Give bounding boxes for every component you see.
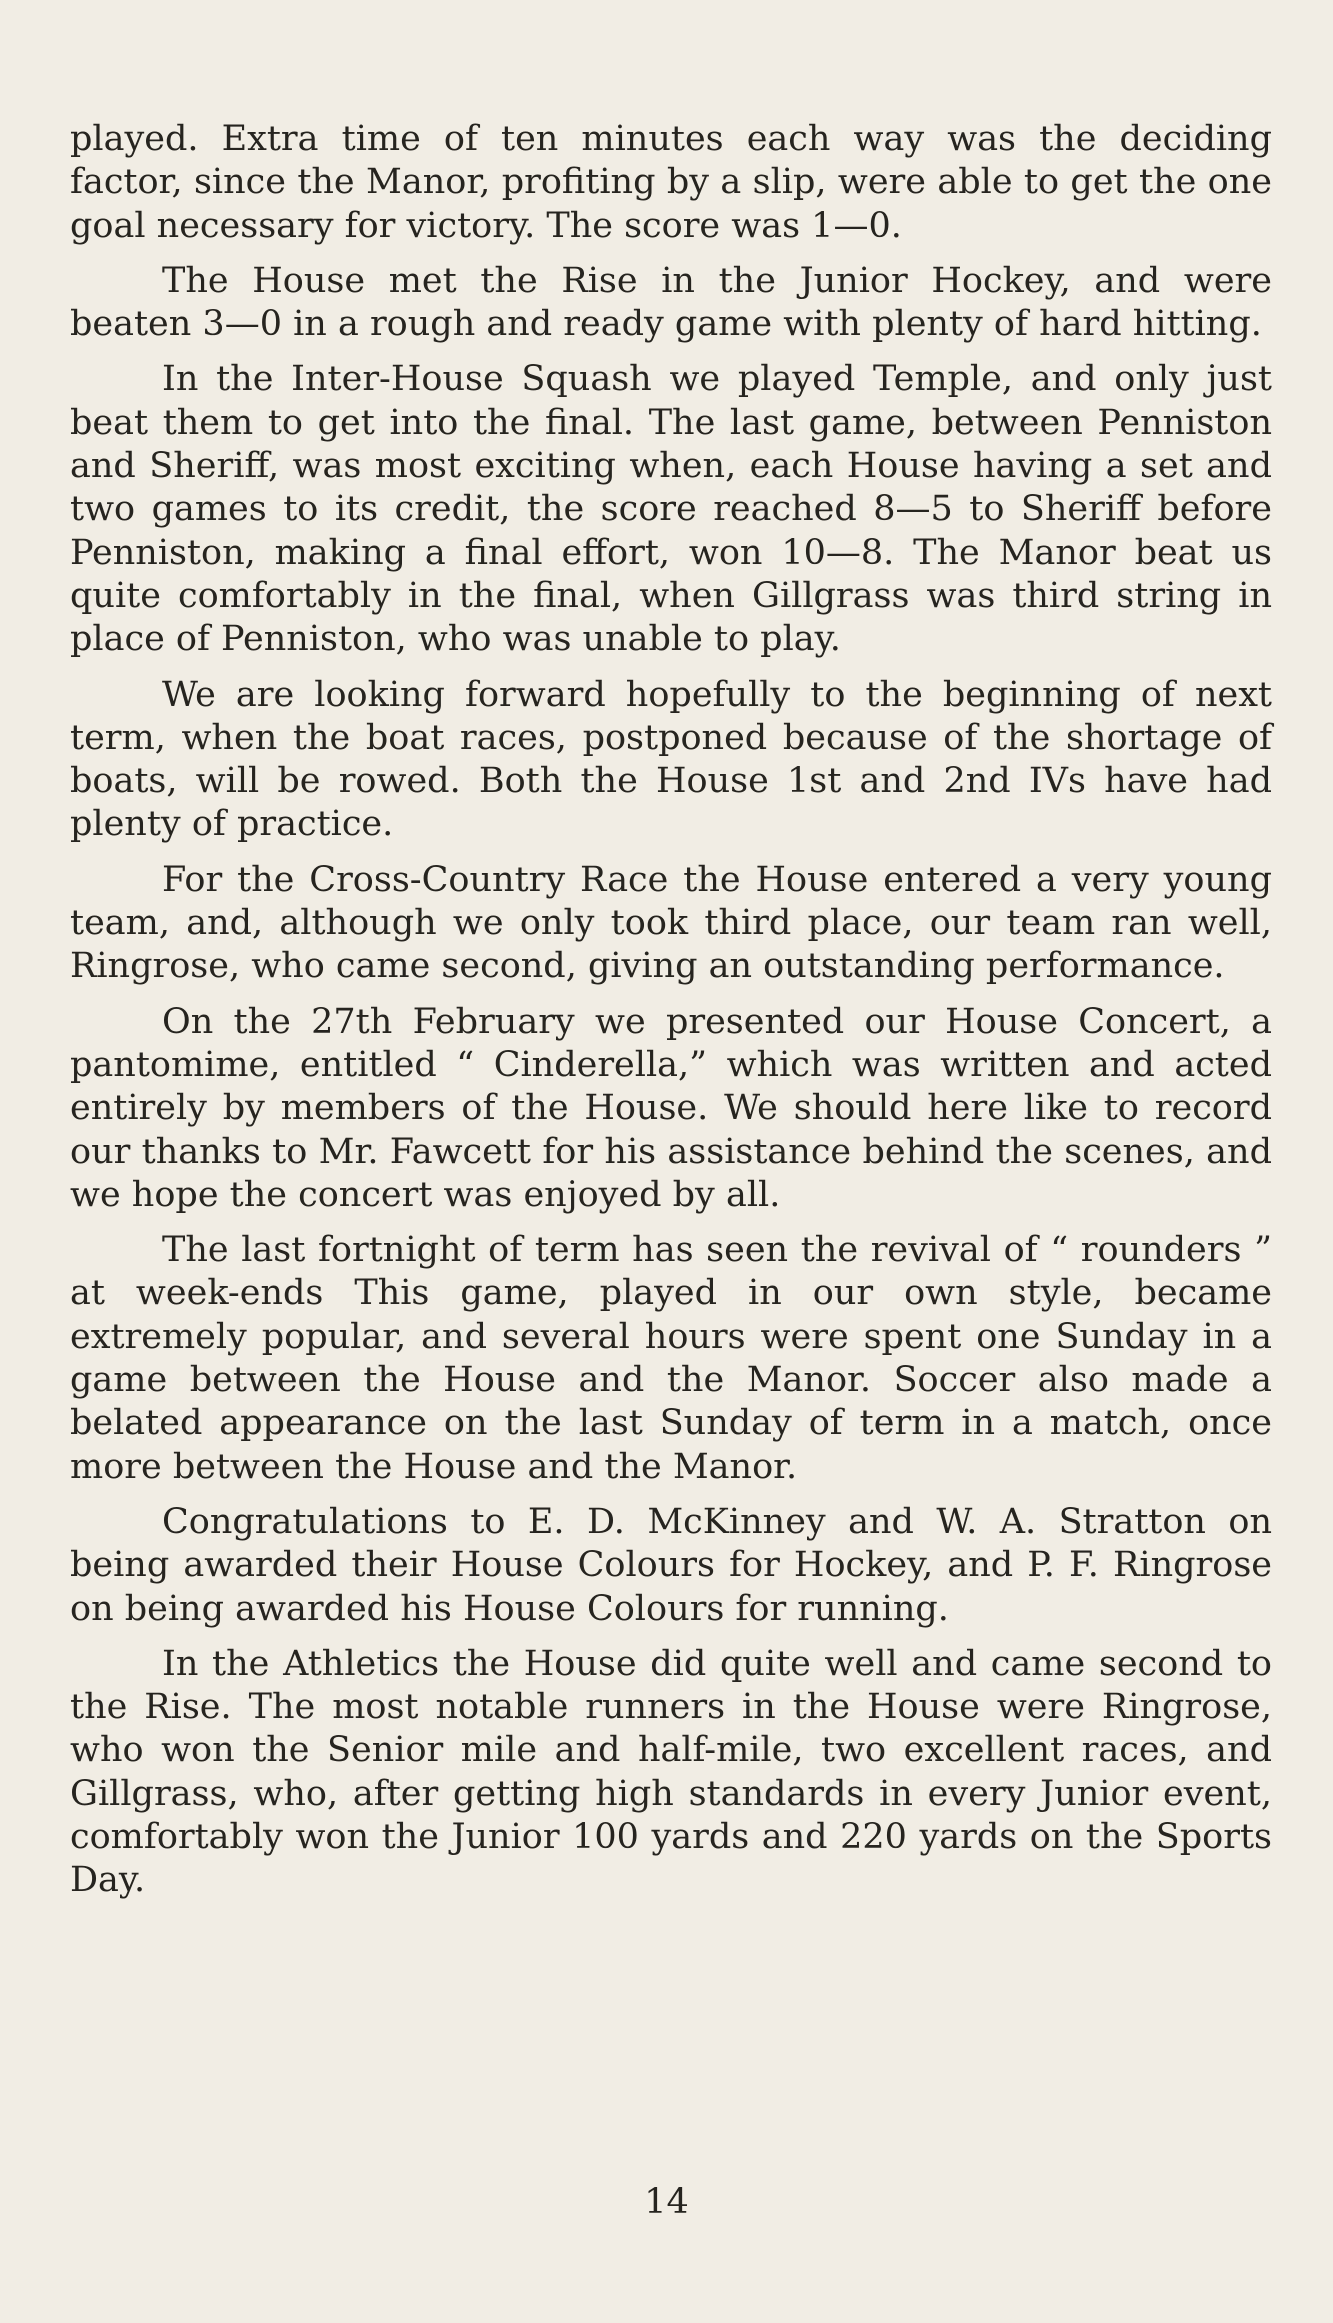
page-number: 14 [644,2182,689,2222]
paragraph-athletics: In the Athletics the House did quite well and came second to the Rise. The most notable runners in the House were Ringrose, who won the Senior mile and half-mile, two excellent races, and Gillgrass, who, after getting high standards in every Junior event, comfortably won the Junior 100 yards and 220 yards on the Sports Day. [70,1643,1272,1901]
paragraph-cross-country: For the Cross-Country Race the House entered a very young team, and, although we only took third place, our team ran well, Ringrose, who came second, giving an outstanding performance. [70,859,1272,987]
paragraph-match-result: played. Extra time of ten minutes each way was the deciding factor, since the Manor, profiting by a slip, were able to get the one goal necessary for victory. The score was 1—0. [70,119,1272,246]
body-text [70,118,1272,1915]
paragraph-squash: In the Inter-House Squash we played Temple, and only just beat them to get into the final. The last game, between Penniston and Sheriff, was most exciting when, each House having a set and two games to its credit, the score reached 8—5 to Sheriff before Penniston, making a final effort, won 10—8. The Manor beat us quite comfortably in the final, when Gillgrass was third string in place of Penniston, who was unable to play. [70,359,1272,660]
paragraph-junior-hockey: The House met the Rise in the Junior Hockey, and were beaten 3—0 in a rough and ready game with plenty of hard hitting. [70,260,1272,345]
paragraph-congratulations: Congratulations to E. D. McKinney and W. A. Stratton on being awarded their House Colours for Hockey, and P. F. Ringrose on being awarded his House Colours for running. [70,1501,1272,1629]
paragraph-boat-races: We are looking forward hopefully to the beginning of next term, when the boat races, postponed because of the shortage of boats, will be rowed. Both the House 1st and 2nd IVs have had plenty of practice. [70,674,1272,845]
paragraph-house-concert: On the 27th February we presented our House Concert, a pantomime, entitled “ Cinderella,” which was written and acted entirely by members of the House. We should here like to record our thanks to Mr. Fawcett for his assistance behind the scenes, and we hope the concert was enjoyed by all. [70,1001,1272,1215]
paragraph-rounders: The last fortnight of term has seen the revival of “ rounders ” at week-ends This game, played in our own style, became extremely popular, and several hours were spent one Sunday in a game between the House and the Manor. Soccer also made a belated appearance on the last Sunday of term in a match, once more between the House and the Manor. [70,1230,1272,1487]
